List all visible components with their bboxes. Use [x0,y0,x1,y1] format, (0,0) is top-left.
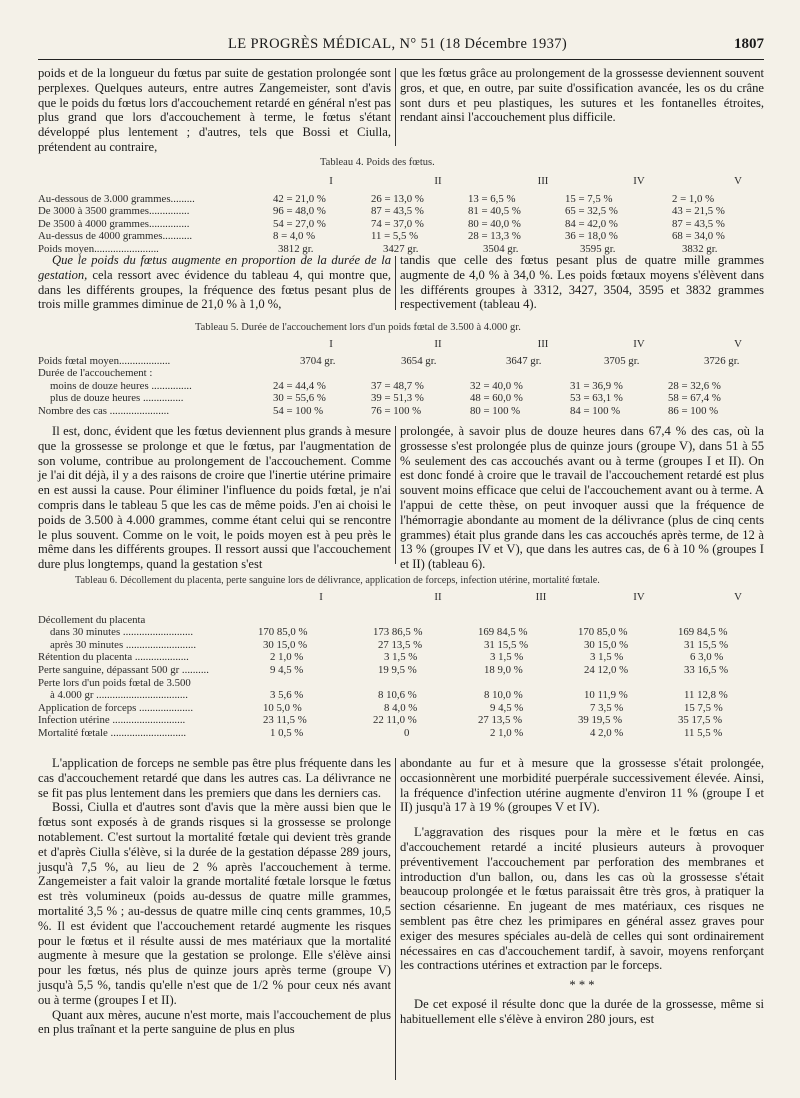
table6-row-label: dans 30 minutes .......................... [50,626,194,639]
table5-row-label: Nombre des cas ...................... [38,404,170,417]
sec4-left-paragraph: Bossi, Ciulla et d'autres sont d'avis que la mère aussi bien que le fœtus sont exposés à de grands risques si la grossesse se prolonge notablement. C'est surtout la mortalité fœtale qui devient très grande et d'après Ciulla s'élève, si la durée de la gestation dépasse 289 jours, jusqu'à 7,5 %, au lieu de 2 % après l'accouchement à terme. Zangemeister a fait valoir la grande mortalité fœtale lorsque le fœtus est très volumineux (poids au-dessus de quatre mille grammes, mortalité 3,5 % ; au-dessus de quatre mille cinq cents grammes, 10,5 %. Il est évident que l'accouchement retardé augmente les risques pour le fœtus et il résulte aussi de mes matériaux que la mortalité augmente à mesure que la gestation se prolonge. Elle s'élève ainsi pour les fœtus, nés plus de quinze jours après terme (groupe V) jusqu'à 5,5 %, tandis qu'elle n'est que de 1/2 % pour ceux nés avant ou à terme (groupes I et II). [38,800,391,1007]
table6-cell: 3 1,5 % [590,651,624,664]
sec2-italic-lead: Que le poids du fœtus augmente en proportion de la durée de la gestation, [38,253,391,282]
page-number: 1807 [734,36,764,52]
sec1-right-text: que les fœtus grâce au prolongement de la grossesse deviennent souvent gros, et que, en outre, par suite d'ossification avancée, les os du crâne sont durs et peu plastiques, les sutures et les fontanelles étroites, rendant ainsi l'accouchement plus difficile. [400,66,764,125]
sec3-left-column [38,424,391,572]
table6-cell: 170 85,0 % [258,626,308,639]
table6-cell: 0 [404,726,410,739]
table4-cell: 3504 gr. [483,242,519,255]
table4 [38,175,768,256]
table4-cell: 65 = 32,5 % [565,205,618,218]
section-asterisks: * * * [569,978,595,993]
table4-cell: 28 = 13,3 % [468,230,521,243]
table6-row-label: à 4.000 gr .................................. [50,689,188,702]
table6-cell: 33 16,5 % [684,663,729,676]
table5-row-label: Poids fœtal moyen................... [38,354,171,367]
table6-caption: Tableau 6. Décollement du placenta, perte sanguine lors de délivrance, application de forceps, infection utérine, mortalité fœtale. [75,575,600,586]
table5-cell: 30 = 55,6 % [273,392,326,405]
table5-cell: 86 = 100 % [668,404,719,417]
sec4-right-paragraph: L'aggravation des risques pour la mère et le fœtus en cas d'accouchement retardé a incité plusieurs auteurs à provoquer préventivement l'accouchement par perforation des membranes et introduction d'un ballon, ou, dans les cas où la grossesse s'était beaucoup prolongée et le fœtus paraissait être très gros, à pratiquer la section césarienne. En jugeant de mes matériaux, ces risques ne semblent pas être chez les primipares en général assez graves pour exiger des mesures spéciales au-delà de celles qui sont ordinairement nécessaires en cas d'accouchement tardif, à savoir, moyens renforçant les contractions utérines et extraction par le forceps. [400,825,764,973]
table5-cell: 58 = 67,4 % [668,392,721,405]
table-row [38,380,768,393]
column-divider [395,426,396,564]
table6-header: IV [633,591,645,603]
sec4-left-column [38,756,391,1037]
table6-cell: 18 9,0 % [484,663,523,676]
table-row [38,714,768,727]
sec2-left-column [38,253,391,312]
table6-row-label: Application de forceps .................... [38,701,194,714]
sec4-right-paragraph: abondante au fur et à mesure que la grossesse s'était prolongée, occasionnèrent une morbidité puerpérale successivement élevée. Ainsi, la fréquence d'infection utérine augmente d'environ 11 % (groupe I et II) jusqu'à 17 à 19 % (groupes V et IV). [400,756,764,815]
sec3-left-text: Il est, donc, évident que les fœtus deviennent plus grands à mesure que la grossesse se prolonge et que le fœtus, par l'augmentation de son volume, contribue au prolongement de l'accouchement. Comme je l'ai dit déjà, il y a des raisons de croire que l'inertie utérine primaire en est aussi la cause. Pour éliminer l'influence du poids fœtal, je n'ai compris dans le tableau 5 que les cas de même poids. J'en ai choisi le poids de 3.500 à 4.000 grammes, comme étant celui qui se rencontre le plus souvent. Comme on le voit, le poids moyen est à peu près le même dans les différents groupes. Il ressort aussi que l'accouchement dure plus longtemps, quand la gestation s'est [38,424,391,572]
table6-row-label: Mortalité fœtale ............................ [38,726,187,739]
column-divider [395,758,396,1080]
sec2-left-text [38,253,391,312]
table6-cell: 24 12,0 % [584,663,629,676]
table5-header: II [434,338,442,350]
table6-cell: 11 12,8 % [684,689,728,702]
table-row [38,392,768,405]
table4-cell: 74 = 37,0 % [371,217,424,230]
table-row [38,664,768,677]
table4-caption: Tableau 4. Poids des fœtus. [320,157,435,168]
table6-cell: 3 5,6 % [270,689,304,702]
table6-cell: 10 11,9 % [584,689,628,702]
table6-cell: 35 17,5 % [678,714,723,727]
table4-row-label: Au-dessus de 4000 grammes........... [38,230,193,243]
table6-cell: 170 85,0 % [578,626,628,639]
table6-cell: 2 1,0 % [490,726,524,739]
table5-header: III [537,338,549,350]
page-header [38,36,764,58]
table-row [38,193,768,206]
column-divider [395,68,396,146]
table6-cell: 27 13,5 % [378,638,423,651]
table4-cell: 3427 gr. [383,242,419,255]
sec4-right-column [400,756,764,1027]
table5-cell: 48 = 60,0 % [470,392,523,405]
table5-cell: 28 = 32,6 % [668,379,721,392]
table5-cell: 3704 gr. [300,354,336,367]
table6-cell: 2 1,0 % [270,651,304,664]
table4-header: II [434,175,442,187]
table5-row-label: Durée de l'accouchement : [38,367,153,380]
table5-header: I [329,338,333,350]
table4-cell: 2 = 1,0 % [672,192,715,205]
table5-cell: 3647 gr. [506,354,542,367]
table6-row-label: Perte sanguine, dépassant 500 gr .......... [38,663,209,676]
table-row [38,727,768,740]
table6-header: V [734,591,742,603]
table4-cell: 8 = 4,0 % [273,230,316,243]
table4-header: V [734,175,742,187]
sec2-right-text: tandis que celle des fœtus pesant plus de quatre mille grammes augmente de 4,0 % à 34,0 %. Les poids fœtaux moyens s'élèvent dans les différents groupes à 3312, 3427, 3504, 3595 et 3832 grammes respectivement (tableau 4). [400,253,764,312]
table4-cell: 87 = 43,5 % [371,205,424,218]
table4-cell: 11 = 5,5 % [371,230,419,243]
table5-row-label: plus de douze heures ............... [50,392,184,405]
table4-header: III [537,175,549,187]
sec4-left-paragraph: Quant aux mères, aucune n'est morte, mais l'accouchement de plus en plus traînant et la perte sanguine de plus en plus [38,1007,391,1037]
table5-cell: 53 = 63,1 % [570,392,623,405]
table-row [38,405,768,418]
sec2-left-body: cela ressort avec évidence du tableau 4, qui montre que, dans les différents groupes, la fréquence des fœtus pesant plus de trois mille grammes diminue de 21,0 % à 1,0 %, [38,267,391,312]
sec1-right-column [400,66,764,125]
table6-cell: 23 11,5 % [263,714,307,727]
table6-row-label: Rétention du placenta .................... [38,651,189,664]
table4-cell: 87 = 43,5 % [672,217,725,230]
table6-row-label: Perte lors d'un poids fœtal de 3.500 [38,676,191,689]
table4-row-label: De 3500 à 4000 grammes............... [38,217,190,230]
table6-cell: 39 19,5 % [578,714,623,727]
table-row [38,367,768,380]
table4-cell: 13 = 6,5 % [468,192,516,205]
table6-header: III [535,591,547,603]
table4-row-label: Poids moyen........................ [38,242,159,255]
table5-cell: 37 = 48,7 % [371,379,424,392]
table6-header: I [319,591,323,603]
table-row [38,218,768,231]
header-rule [38,59,764,60]
table6-cell: 7 3,5 % [590,701,624,714]
table5-cell: 31 = 36,9 % [570,379,623,392]
table6-cell: 30 15,0 % [263,638,308,651]
table6-cell: 19 9,5 % [378,663,417,676]
table5-cell: 39 = 51,3 % [371,392,424,405]
table6-cell: 30 15,0 % [584,638,629,651]
table6-cell: 3 1,5 % [384,651,418,664]
table4-cell: 43 = 21,5 % [672,205,725,218]
sec4-right-paragraph: De cet exposé il résulte donc que la durée de la grossesse, même si habituellement elle s'élève à environ 280 jours, est [400,997,764,1026]
table-row [38,230,768,243]
table-row [38,677,768,690]
table5-cell: 76 = 100 % [371,404,422,417]
table-row [38,614,768,627]
table5-cell: 3726 gr. [704,354,740,367]
table6-cell: 8 10,0 % [484,689,523,702]
table6-cell: 10 5,0 % [263,701,302,714]
table6-row-label: Infection utérine ........................... [38,714,186,727]
table6-row-label: Décollement du placenta [38,613,146,626]
table4-cell: 42 = 21,0 % [273,192,326,205]
table-row [38,355,768,368]
table6-cell: 4 2,0 % [590,726,624,739]
table6-cell: 9 4,5 % [270,663,304,676]
table6-cell: 31 15,5 % [684,638,729,651]
journal-title: LE PROGRÈS MÉDICAL, N° 51 (18 Décembre 1937) [228,36,568,52]
column-divider [395,256,396,310]
table6-cell: 169 84,5 % [678,626,728,639]
table-row [38,689,768,702]
table6-row-label: après 30 minutes .......................... [50,638,197,651]
table-row [38,651,768,664]
table6-cell: 31 15,5 % [484,638,529,651]
table6-cell: 173 86,5 % [373,626,423,639]
table4-cell: 3812 gr. [278,242,314,255]
table5 [38,338,768,418]
table5-cell: 80 = 100 % [470,404,521,417]
table4-cell: 3832 gr. [682,242,718,255]
table4-row-label: De 3000 à 3500 grammes............... [38,205,190,218]
table6-cell: 3 1,5 % [490,651,524,664]
table6-cell: 169 84,5 % [478,626,528,639]
table5-header: V [734,338,742,350]
table6-cell: 8 10,6 % [378,689,417,702]
table6-cell: 15 7,5 % [684,701,723,714]
table-row [38,639,768,652]
table4-cell: 68 = 34,0 % [672,230,725,243]
table5-cell: 3705 gr. [604,354,640,367]
sec3-right-column [400,424,764,572]
table-row [38,702,768,715]
table4-cell: 54 = 27,0 % [273,217,326,230]
table4-cell: 84 = 42,0 % [565,217,618,230]
table5-header-row [38,338,768,351]
sec2-right-column [400,253,764,312]
table6-cell: 11 5,5 % [684,726,723,739]
table5-cell: 54 = 100 % [273,404,324,417]
table4-row-label: Au-dessous de 3.000 grammes......... [38,192,195,205]
table4-cell: 3595 gr. [580,242,616,255]
table4-cell: 15 = 7,5 % [565,192,613,205]
table4-cell: 80 = 40,0 % [468,217,521,230]
sec1-left-column [38,66,391,155]
table6-cell: 27 13,5 % [478,714,523,727]
table4-cell: 81 = 40,5 % [468,205,521,218]
table5-row-label: moins de douze heures ............... [50,379,192,392]
table6-cell: 9 4,5 % [490,701,524,714]
sec1-left-text: poids et de la longueur du fœtus par suite de gestation prolongée sont perplexes. Quelques auteurs, entre autres Zangemeister, sont d'avis que le poids du fœtus lors d'accouchement retardé en général n'est pas plus grand que lors d'accouchement à terme, le fœtus s'étant développé plus lentement ; d'autres, tels que Bossi et Ciulla, prétendent au contraire, [38,66,391,154]
table6-cell: 8 4,0 % [384,701,418,714]
sec3-right-text: prolongée, à savoir plus de douze heures dans 67,4 % des cas, où la grossesse s'est prolongée plus de quinze jours (groupe V), dans 51 à 55 % seulement des cas accouchés avant ou à terme (groupes I et II). On est donc fondé à croire que le travail de l'accouchement retardé est plus souvent moins efficace que celui de l'accouchement avant ou à terme. A l'appui de cette thèse, on peut invoquer aussi que la fréquence de l'hémorragie abondante au moment de la délivrance (plus de cinq cents grammes) était plus grande dans les cas accouchés après terme, de 12 à 13 % (groupes IV et V), que dans les autres cas, de 6 à 10 % (groupes I et II) (tableau 6). [400,424,764,572]
table5-cell: 84 = 100 % [570,404,621,417]
table6 [38,591,768,740]
table5-header: IV [633,338,645,350]
sec4-left-paragraph: L'application de forceps ne semble pas être plus fréquente dans les cas d'accouchement retardé que dans les autres cas. La délivrance ne se fit pas plus lentement dans les premiers que dans les derniers cas. [38,756,391,800]
table5-cell: 3654 gr. [401,354,437,367]
table4-header: IV [633,175,645,187]
table4-cell: 36 = 18,0 % [565,230,618,243]
table6-header: II [434,591,442,603]
table6-cell: 6 3,0 % [690,651,724,664]
table5-caption: Tableau 5. Durée de l'accouchement lors d'un poids fœtal de 3.500 à 4.000 gr. [195,322,521,333]
table6-cell: 22 11,0 % [373,714,417,727]
table-row [38,626,768,639]
table4-header-row [38,175,768,188]
table6-cell: 1 0,5 % [270,726,304,739]
table5-cell: 32 = 40,0 % [470,379,523,392]
table5-cell: 24 = 44,4 % [273,379,326,392]
table-row [38,205,768,218]
table4-cell: 96 = 48,0 % [273,205,326,218]
table4-cell: 26 = 13,0 % [371,192,424,205]
table4-header: I [329,175,333,187]
table6-header-row [38,591,768,604]
